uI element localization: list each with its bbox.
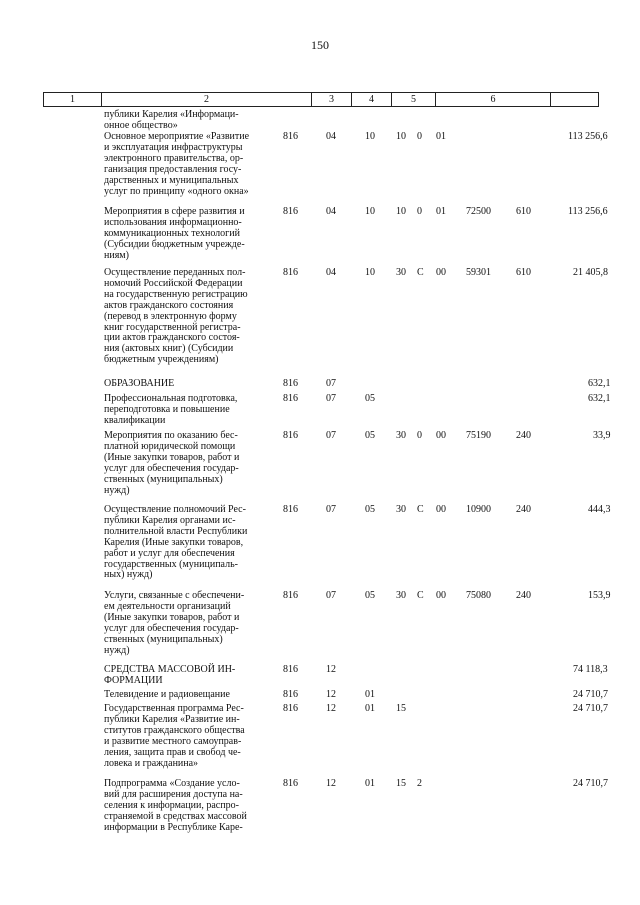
header-col-4: 4 — [351, 93, 391, 106]
cell-section: 07 — [326, 590, 336, 601]
cell-ministry: 816 — [283, 267, 298, 278]
cell-program: 15 — [396, 778, 406, 789]
header-col-5: 5 — [391, 93, 435, 106]
cell-section: 12 — [326, 778, 336, 789]
cell-amount: 113 256,6 — [568, 206, 608, 217]
row-name: публики Карелия «Информаци- онное общество» — [104, 109, 239, 131]
row-name: Государственная программа Рес- публики Карелия «Развитие ин- ститутов гражданского общества и развитие местного самоуправ- ления, защита прав и свобод че- ловека и гражданина» — [104, 703, 245, 769]
cell-amount: 113 256,6 — [568, 131, 608, 142]
table-header — [43, 92, 599, 107]
cell-program: 30 — [396, 590, 406, 601]
cell-subprogram: 0 — [417, 206, 422, 217]
cell-subsection: 10 — [365, 267, 375, 278]
row-name: Мероприятия по оказанию бес- платной юридической помощи (Иные закупки товаров, работ и услуг для обеспечения государ- ственных (муниципальных) нужд) — [104, 430, 240, 496]
row-name: Мероприятия в сфере развития и использования информационно- коммуникационных технологий (Субсидии бюджетным учрежде- ниям) — [104, 206, 245, 261]
cell-ministry: 816 — [283, 778, 298, 789]
cell-amount: 444,3 — [588, 504, 611, 515]
cell-program: 30 — [396, 267, 406, 278]
cell-program: 15 — [396, 703, 406, 714]
cell-amount: 632,1 — [588, 393, 611, 404]
cell-measure: 00 — [436, 430, 446, 441]
cell-direction: 75190 — [466, 430, 491, 441]
cell-expense-type: 240 — [516, 590, 531, 601]
cell-section: 07 — [326, 504, 336, 515]
header-col-6: 6 — [435, 93, 550, 106]
cell-expense-type: 610 — [516, 267, 531, 278]
cell-amount: 74 118,3 — [573, 664, 608, 675]
cell-subprogram: 0 — [417, 430, 422, 441]
cell-measure: 01 — [436, 131, 446, 142]
cell-ministry: 816 — [283, 703, 298, 714]
cell-subprogram: С — [417, 267, 424, 278]
cell-expense-type: 610 — [516, 206, 531, 217]
cell-section: 04 — [326, 267, 336, 278]
cell-expense-type: 240 — [516, 430, 531, 441]
row-name: Подпрограмма «Создание усло- вий для расширения доступа на- селения к информации, распро- страняемой в средствах массовой информации в Республике Каре- — [104, 778, 247, 833]
cell-measure: 00 — [436, 590, 446, 601]
row-name: Телевидение и радиовещание — [104, 689, 230, 700]
cell-measure: 01 — [436, 206, 446, 217]
header-col-3: 3 — [311, 93, 351, 106]
cell-amount: 153,9 — [588, 590, 611, 601]
cell-program: 10 — [396, 131, 406, 142]
cell-subsection: 01 — [365, 778, 375, 789]
cell-subsection: 05 — [365, 430, 375, 441]
row-name: Осуществление переданных пол- номочий Российской Федерации на государственную регистрацию актов гражданского состояния (перевод в электронную форму книг государственной регистра- ции актов гражданского состоя- ния (актовых книг) (Субсидии бюджетным учреждениям) — [104, 267, 248, 366]
cell-subsection: 05 — [365, 393, 375, 404]
cell-section: 12 — [326, 689, 336, 700]
cell-ministry: 816 — [283, 206, 298, 217]
cell-direction: 10900 — [466, 504, 491, 515]
cell-amount: 632,1 — [588, 378, 611, 389]
cell-ministry: 816 — [283, 393, 298, 404]
cell-subsection: 10 — [365, 131, 375, 142]
cell-subsection: 10 — [365, 206, 375, 217]
cell-subsection: 05 — [365, 504, 375, 515]
cell-subsection: 01 — [365, 689, 375, 700]
cell-ministry: 816 — [283, 504, 298, 515]
cell-ministry: 816 — [283, 664, 298, 675]
cell-subprogram: 2 — [417, 778, 422, 789]
cell-section: 04 — [326, 131, 336, 142]
cell-ministry: 816 — [283, 131, 298, 142]
cell-direction: 72500 — [466, 206, 491, 217]
cell-subsection: 05 — [365, 590, 375, 601]
row-name: Услуги, связанные с обеспечени- ем деятельности организаций (Иные закупки товаров, работ и услуг для обеспечения государ- ственных (муниципальных) нужд) — [104, 590, 245, 656]
row-name: Профессиональная подготовка, переподготовка и повышение квалификации — [104, 393, 238, 426]
row-name: Осуществление полномочий Рес- публики Карелия органами ис- полнительной власти Республики Карелия (Иные закупки товаров, работ и услуг для обеспечения государственных (муниципаль- ных) нужд) — [104, 504, 248, 581]
cell-section: 07 — [326, 378, 336, 389]
cell-section: 12 — [326, 664, 336, 675]
row-name: СРЕДСТВА МАССОВОЙ ИН- ФОРМАЦИИ — [104, 664, 236, 686]
cell-measure: 00 — [436, 504, 446, 515]
cell-subprogram: С — [417, 504, 424, 515]
cell-subsection: 01 — [365, 703, 375, 714]
cell-section: 07 — [326, 393, 336, 404]
cell-program: 30 — [396, 430, 406, 441]
cell-direction: 59301 — [466, 267, 491, 278]
row-name: ОБРАЗОВАНИЕ — [104, 378, 175, 389]
header-col-1: 1 — [70, 94, 75, 105]
cell-ministry: 816 — [283, 430, 298, 441]
row-name: Основное мероприятие «Развитие и эксплуатация инфраструктуры электронного правительства, ор- ганизация предоставления госу- дарственных и муниципальных услуг по принципу «одного окна» — [104, 131, 250, 197]
cell-direction: 75080 — [466, 590, 491, 601]
cell-subprogram: 0 — [417, 131, 422, 142]
cell-section: 12 — [326, 703, 336, 714]
cell-expense-type: 240 — [516, 504, 531, 515]
page-number: 150 — [311, 38, 329, 52]
cell-ministry: 816 — [283, 590, 298, 601]
cell-subprogram: С — [417, 590, 424, 601]
cell-ministry: 816 — [283, 378, 298, 389]
cell-measure: 00 — [436, 267, 446, 278]
cell-section: 07 — [326, 430, 336, 441]
cell-amount: 24 710,7 — [573, 703, 608, 714]
header-col-2: 2 — [101, 93, 311, 106]
cell-amount: 24 710,7 — [573, 778, 608, 789]
cell-amount: 33,9 — [593, 430, 611, 441]
cell-amount: 24 710,7 — [573, 689, 608, 700]
cell-program: 30 — [396, 504, 406, 515]
cell-section: 04 — [326, 206, 336, 217]
cell-amount: 21 405,8 — [573, 267, 608, 278]
cell-program: 10 — [396, 206, 406, 217]
cell-ministry: 816 — [283, 689, 298, 700]
